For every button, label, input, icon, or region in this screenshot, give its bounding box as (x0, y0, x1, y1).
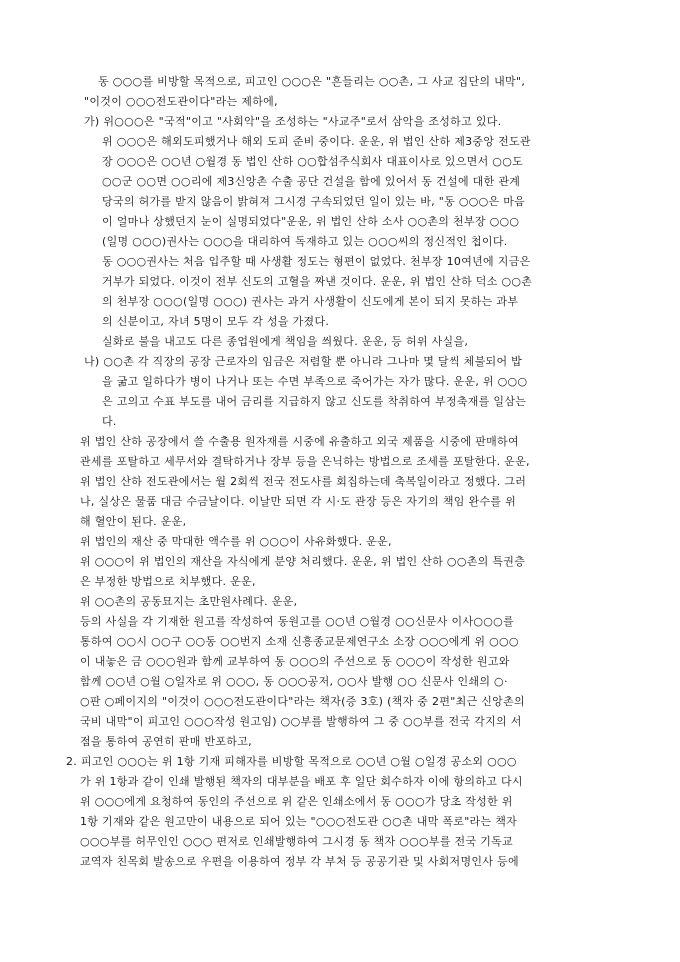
text-line: 실화로 불을 내고도 다른 종업원에게 책임을 씌웠다. 운운, 등 허위 사실을, (102, 335, 469, 348)
text-line: (일명 ○○○)권사는 ○○○을 대리하여 독재하고 있는 ○○○씨의 정신적인 첩이다. (102, 235, 508, 248)
text-line: 2. 피고인 ○○○는 위 1항 기재 피해자를 비방할 목적으로 ○○년 ○월 ○일경 공소외 ○○○ (66, 755, 517, 768)
text-line: 을 굶고 일하다가 병이 나거나 또는 수면 부족으로 죽어가는 자가 많다. 운운, 위 ○○○ (102, 375, 528, 388)
text-line: 위 법인의 재산 중 막대한 액수를 위 ○○○이 사유화했다. 운운, (80, 535, 392, 548)
text-line: 위 법인 산하 공장에서 쓸 수출용 원자재를 시중에 유출하고 외국 제품을 시중에 판매하여 (80, 435, 519, 448)
text-line: 장 ○○○은 ○○년 ○월경 동 법인 산하 ○○합섬주식회사 대표이사로 있으면서 ○○도 (102, 155, 524, 168)
text-line: 점을 통하여 공연히 판매 반포하고, (80, 735, 252, 748)
text-line: ○○○부를 허무인인 ○○○ 편저로 인쇄발행하여 그시경 동 책자 ○○○부를 전국 기독교 (80, 835, 513, 848)
text-line: 해 혈안이 된다. 운운, (80, 515, 187, 528)
text-line: 가 위 1항과 같이 인쇄 발행된 책자의 대부분을 배포 후 일단 회수하자 이에 항의하고 다시 (80, 775, 523, 788)
text-line: 당국의 허가를 받지 않음이 밝혀져 그시경 구속되었던 일이 있는 바, "동 ○○○은 마음 (102, 195, 526, 208)
text-line: 통하여 ○○시 ○○구 ○○동 ○○번지 소재 신흥종교문제연구소 소장 ○○○에게 위 ○○○ (80, 635, 519, 648)
text-line: 국비 내막"이 피고인 ○○○작성 원고임) ○○부를 발행하여 그 중 ○○부를 전국 각지의 서 (80, 715, 522, 728)
text-line: 나, 실상은 물품 대금 수금날이다. 이날만 되면 각 시·도 관장 등은 자기의 책임 완수를 위 (80, 495, 517, 508)
text-line: 1항 기재와 같은 원고만이 내용으로 되어 있는 "○○○전도관 ○○촌 내막 폭로"라는 책자 (80, 815, 518, 828)
text-line: 위 ○○촌의 공동묘지는 초만원사례다. 운운, (80, 595, 298, 608)
text-line: ○○군 ○○면 ○○리에 제3신앙촌 수출 공단 건설을 함에 있어서 동 건설에 대한 관계 (102, 175, 521, 188)
text-line: 관세를 포탈하고 세무서와 결탁하거나 장부 등을 은닉하는 방법으로 조세를 포탈한다. 운운, (80, 455, 530, 468)
text-line: "이것이 ○○○전도관이다"라는 제하에, (84, 95, 278, 108)
text-line: 은 부정한 방법으로 치부했다. 운운, (80, 575, 256, 588)
text-line: 의 신분이고, 자녀 5명이 모두 각 성을 가졌다. (102, 315, 330, 328)
text-line: 위 ○○○이 위 법인의 재산을 자식에게 분양 처리했다. 운운, 위 법인 산하 ○○촌의 특권층 (80, 555, 526, 568)
text-line: 동 ○○○권사는 처음 입주할 때 사생활 정도는 형편이 없었다. 천부장 10여년에 지금은 (102, 255, 531, 268)
text-line: 거부가 되었다. 이것이 전부 신도의 고혈을 짜낸 것이다. 운운, 위 법인 산하 덕소 ○○촌 (102, 275, 533, 288)
text-line: 다. (102, 415, 117, 428)
text-line: 나) ○○촌 각 직장의 공장 근로자의 임금은 저렴할 뿐 아니라 그나마 몇 달씩 체불되어 밥 (84, 355, 523, 368)
text-line: 동 ○○○를 비방할 목적으로, 피고인 ○○○은 "흔들리는 ○○촌, 그 사교 집단의 내막", (98, 75, 526, 88)
text-line: 이 얼마나 상했던지 눈이 실명되었다"운운, 위 법인 산하 소사 ○○촌의 천부장 ○○○ (102, 215, 520, 228)
text-line: ○판 ○페이지의 "이것이 ○○○전도관이다"라는 책자(증 3호) (책자 중 2편"최근 신앙촌의 (80, 695, 525, 708)
text-line: 위 법인 산하 전도관에서는 월 2회씩 전국 전도사를 회집하는데 축복일이라고 정했다. 그러 (80, 475, 527, 488)
text-line: 함께 ○○년 ○월 ○일자로 위 ○○○, 동 ○○○공저, ○○사 발행 ○○ 신문사 인쇄의 ○· (80, 675, 508, 688)
text-line: 은 고의고 수표 부도를 내어 금리를 지급하지 않고 신도를 착취하여 부정축재를 일삼는 (102, 395, 527, 408)
text-line: 위 ○○○에게 요청하여 동인의 주선으로 위 같은 인쇄소에서 동 ○○○가 당초 작성한 위 (80, 795, 513, 808)
text-line: 이 내놓은 금 ○○○원과 함께 교부하여 동 ○○○의 주선으로 동 ○○○이 작성한 원고와 (80, 655, 510, 668)
text-line: 등의 사실을 각 기재한 원고를 작성하여 동원고를 ○○년 ○월경 ○○신문사 이사○○○를 (80, 615, 515, 628)
text-line: 의 천부장 ○○○(일명 ○○○) 권사는 과거 사생활이 신도에게 본이 되지 못하는 과부 (102, 295, 519, 308)
text-line: 가) 위○○○은 "국적"이고 "사회악"을 조성하는 "사교주"로서 삼악을 조성하고 있다. (84, 115, 502, 128)
text-line: 위 ○○○은 해외도피했거나 해외 도피 준비 중이다. 운운, 위 법인 산하 제3중앙 전도관 (102, 135, 531, 148)
text-line: 교역자 친목회 발송으로 우편을 이용하여 정부 각 부처 등 공공기관 및 사회저명인사 등에 (80, 855, 519, 868)
